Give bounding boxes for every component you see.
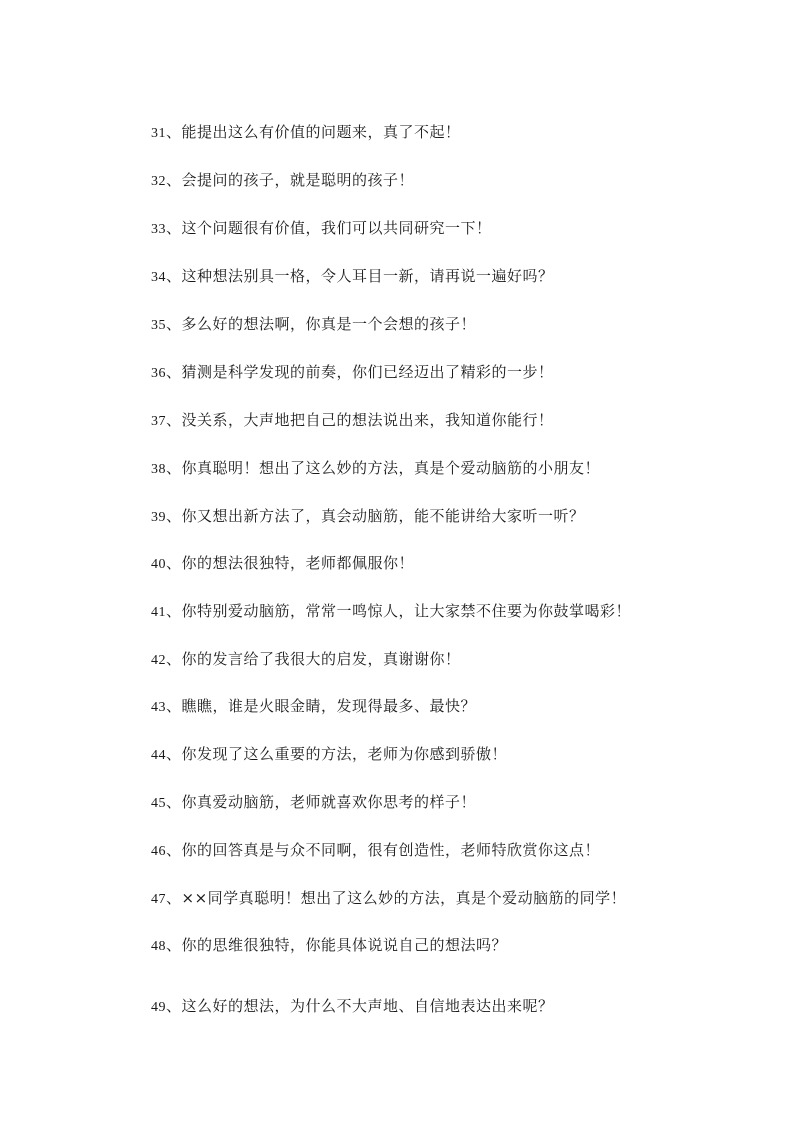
item-text: 、你真爱动脑筋，老师就喜欢你思考的样子！ <box>166 793 477 811</box>
item-number: 49 <box>151 1000 166 1015</box>
item-text: 、这么好的想法，为什么不大声地、自信地表达出来呢？ <box>166 997 554 1015</box>
item-text: 、你的想法很独特，老师都佩服你！ <box>166 554 415 572</box>
item-number: 40 <box>151 557 166 572</box>
item-number: 33 <box>151 222 166 237</box>
list-item <box>151 790 476 814</box>
list-item <box>151 838 600 862</box>
list-item <box>151 742 507 766</box>
list-item <box>151 168 414 192</box>
item-text: 、没关系，大声地把自己的想法说出来，我知道你能行！ <box>166 411 554 429</box>
item-text: 、你的发言给了我很大的启发，真谢谢你！ <box>166 650 461 668</box>
item-text: 、猜测是科学发现的前奏，你们已经迈出了精彩的一步！ <box>166 363 554 381</box>
item-number: 44 <box>151 748 166 763</box>
list-item <box>151 504 585 528</box>
item-number: 41 <box>151 605 166 620</box>
item-number: 36 <box>151 366 166 381</box>
list-item <box>151 312 476 336</box>
list-item <box>151 408 554 432</box>
list-item <box>151 694 476 718</box>
item-number: 43 <box>151 700 166 715</box>
item-number: 38 <box>151 462 166 477</box>
item-text: 、能提出这么有价值的问题来，真了不起！ <box>166 123 461 141</box>
item-number: 45 <box>151 796 166 811</box>
item-text: 、××同学真聪明！想出了这么妙的方法，真是个爱动脑筋的同学！ <box>166 889 627 907</box>
item-text: 、你的回答真是与众不同啊，很有创造性，老师特欣赏你这点！ <box>166 841 601 859</box>
list-item <box>151 886 626 910</box>
item-number: 46 <box>151 844 166 859</box>
item-text: 、这种想法别具一格，令人耳目一新，请再说一遍好吗？ <box>166 267 554 285</box>
item-number: 34 <box>151 270 166 285</box>
list-item <box>151 120 461 144</box>
item-text: 、瞧瞧，谁是火眼金睛，发现得最多、最快？ <box>166 697 477 715</box>
list-item <box>151 456 600 480</box>
list-item <box>151 264 554 288</box>
item-text: 、你发现了这么重要的方法，老师为你感到骄傲！ <box>166 745 508 763</box>
item-text: 、你的思维很独特，你能具体说说自己的想法吗？ <box>166 936 508 954</box>
item-number: 39 <box>151 510 166 525</box>
item-number: 42 <box>151 653 166 668</box>
list-item <box>151 216 492 240</box>
list-item <box>151 933 507 957</box>
list-item <box>151 551 414 575</box>
item-number: 32 <box>151 174 166 189</box>
list-item <box>151 360 554 384</box>
item-text: 、你特别爱动脑筋，常常一鸣惊人，让大家禁不住要为你鼓掌喝彩！ <box>166 602 632 620</box>
item-number: 47 <box>151 892 166 907</box>
item-number: 37 <box>151 414 166 429</box>
list-item <box>151 994 554 1018</box>
item-number: 31 <box>151 126 166 141</box>
item-text: 、会提问的孩子，就是聪明的孩子！ <box>166 171 415 189</box>
item-number: 35 <box>151 318 166 333</box>
list-item <box>151 647 461 671</box>
list-item <box>151 599 631 623</box>
item-number: 48 <box>151 939 166 954</box>
item-text: 、多么好的想法啊，你真是一个会想的孩子！ <box>166 315 477 333</box>
item-text: 、你真聪明！想出了这么妙的方法，真是个爱动脑筋的小朋友！ <box>166 459 601 477</box>
item-text: 、你又想出新方法了，真会动脑筋，能不能讲给大家听一听？ <box>166 507 585 525</box>
item-text: 、这个问题很有价值，我们可以共同研究一下！ <box>166 219 492 237</box>
